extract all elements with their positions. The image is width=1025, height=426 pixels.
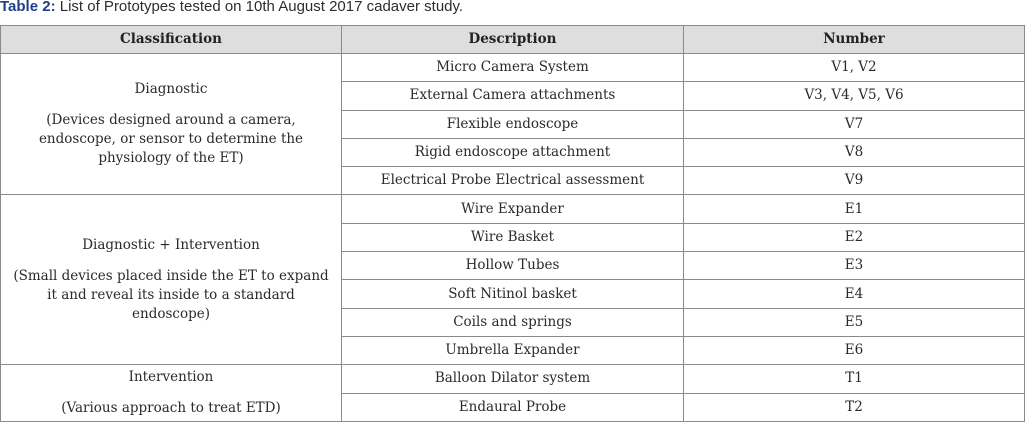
header-description: Description [342,26,684,54]
caption-label: Table 2: [0,0,56,15]
description-cell: Electrical Probe Electrical assessment [342,167,684,195]
classification-detail: (Various approach to treat ETD) [61,400,281,417]
table-row [1,54,1025,82]
description-cell: Soft Nitinol basket [342,280,684,308]
description-cell: Coils and springs [342,308,684,336]
number-cell: V8 [684,138,1025,166]
number-cell: E5 [684,308,1025,336]
description-cell: Umbrella Expander [342,336,684,364]
number-cell: T2 [684,393,1025,421]
header-row [1,26,1025,54]
description-cell: Flexible endoscope [342,110,684,138]
classification-spacer [7,99,335,111]
description-cell: Endaural Probe [342,393,684,421]
classification-title: Intervention [128,369,214,386]
classification-spacer [7,255,335,267]
table-row [1,195,1025,223]
description-cell: Micro Camera System [342,54,684,82]
number-cell: T1 [684,365,1025,393]
number-cell: E3 [684,252,1025,280]
classification-cell [1,54,342,195]
number-cell: E6 [684,336,1025,364]
header-number: Number [684,26,1025,54]
classification-detail: (Devices designed around a camera, endoscope, or sensor to determine the physiology of the ET) [38,112,304,167]
classification-cell [1,195,342,365]
classification-detail: (Small devices placed inside the ET to expand it and reveal its inside to a standard endoscope) [13,267,329,322]
number-cell: V1, V2 [684,54,1025,82]
classification-cell [1,365,342,422]
number-cell: V3, V4, V5, V6 [684,82,1025,110]
description-cell: Hollow Tubes [342,252,684,280]
number-cell: V9 [684,167,1025,195]
number-cell: V7 [684,110,1025,138]
description-cell: Wire Basket [342,223,684,251]
number-cell: E2 [684,223,1025,251]
classification-spacer [7,387,335,399]
table-row [1,365,1025,393]
prototypes-table [0,25,1025,422]
table-body [1,54,1025,422]
description-cell: Balloon Dilator system [342,365,684,393]
description-cell: Wire Expander [342,195,684,223]
description-cell: Rigid endoscope attachment [342,138,684,166]
description-cell: External Camera attachments [342,82,684,110]
classification-title: Diagnostic [134,81,208,98]
number-cell: E1 [684,195,1025,223]
table-caption [0,0,463,17]
caption-text: List of Prototypes tested on 10th August 2017 cadaver study. [55,0,464,15]
classification-title: Diagnostic + Intervention [82,236,260,253]
header-classification: Classification [1,26,342,54]
number-cell: E4 [684,280,1025,308]
